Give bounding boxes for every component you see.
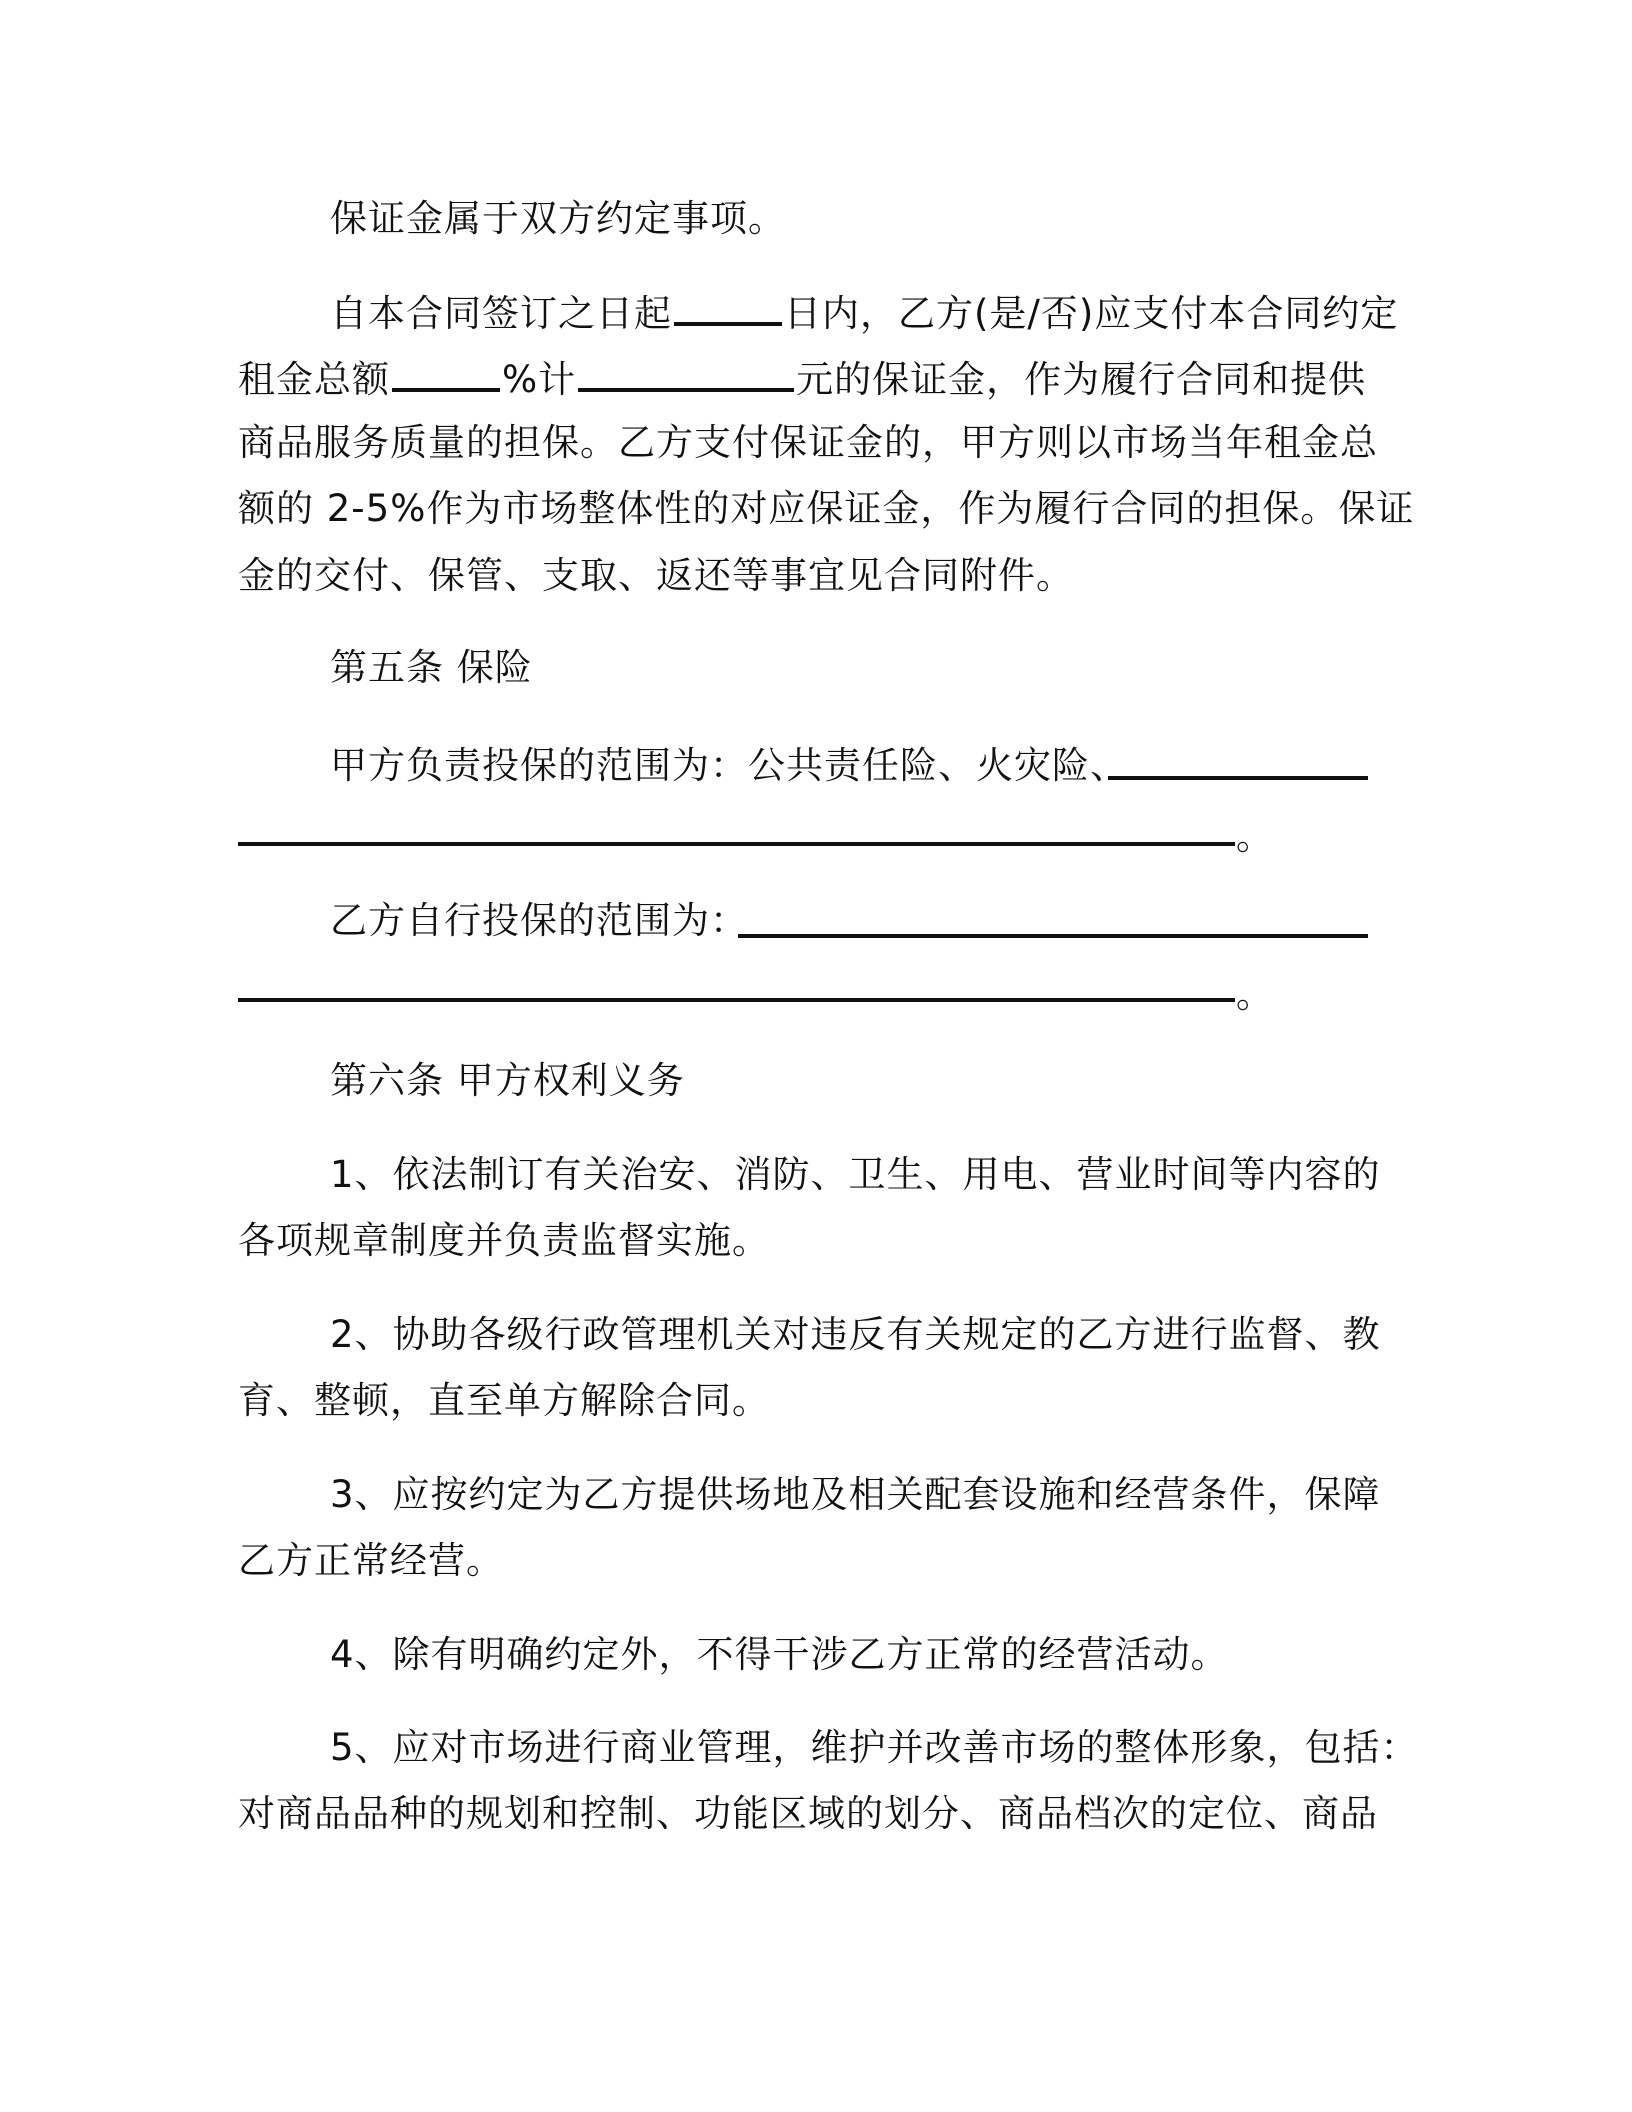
- article-5-heading: 第五条 保险: [330, 646, 533, 689]
- item-3-line-2: 乙方正常经营。: [238, 1539, 504, 1582]
- item-5-line-2: 对商品品种的规划和控制、功能区域的划分、商品档次的定位、商品: [238, 1792, 1378, 1835]
- party-a-insurance-scope: 甲方负责投保的范围为：公共责任险、火灾险、: [330, 744, 1128, 787]
- paragraph-deposit-line-5: 金的交付、保管、支取、返还等事宜见合同附件。: [238, 554, 1074, 597]
- fill-in-blank-amount[interactable]: [578, 352, 794, 392]
- paragraph-deposit-line-4: 额的 2-5%作为市场整体性的对应保证金，作为履行合同的担保。保证: [238, 487, 1415, 530]
- paragraph-deposit-agreement: 保证金属于双方约定事项。: [330, 197, 786, 240]
- paragraph-deposit-line-3: 商品服务质量的担保。乙方支付保证金的，甲方则以市场当年租金总: [238, 421, 1378, 464]
- paragraph-deposit-line-2: [238, 352, 1366, 402]
- fill-in-line-party-b-1[interactable]: [738, 934, 1368, 938]
- text-segment: %计: [502, 358, 577, 401]
- text-segment: 自本合同签订之日起: [330, 292, 672, 335]
- fill-in-line-party-a-2[interactable]: [238, 842, 1235, 846]
- text-segment: 租金总额: [238, 358, 390, 401]
- item-1-line-2: 各项规章制度并负责监督实施。: [238, 1219, 770, 1262]
- text-segment: 元的保证金，作为履行合同和提供: [796, 358, 1367, 401]
- fill-in-blank-days[interactable]: [674, 286, 782, 326]
- item-2-line-1: 2、协助各级行政管理机关对违反有关规定的乙方进行监督、教: [330, 1313, 1381, 1356]
- fill-in-line-party-a-1[interactable]: [1108, 776, 1368, 780]
- item-4: 4、除有明确约定外，不得干涉乙方正常的经营活动。: [330, 1633, 1229, 1676]
- item-5-line-1: 5、应对市场进行商业管理，维护并改善市场的整体形象，包括：: [330, 1726, 1419, 1769]
- paragraph-deposit-line-1: [330, 286, 1398, 336]
- item-3-line-1: 3、应按约定为乙方提供场地及相关配套设施和经营条件，保障: [330, 1473, 1381, 1516]
- party-b-insurance-scope: 乙方自行投保的范围为：: [330, 899, 748, 942]
- fill-in-line-party-b-2[interactable]: [238, 998, 1235, 1002]
- fill-in-blank-percent[interactable]: [392, 352, 500, 392]
- sentence-end-mark: 。: [1236, 815, 1274, 858]
- text-segment: 日内，乙方(是/否)应支付本合同约定: [784, 292, 1399, 335]
- article-6-heading: 第六条 甲方权利义务: [330, 1059, 685, 1102]
- item-1-line-1: 1、依法制订有关治安、消防、卫生、用电、营业时间等内容的: [330, 1153, 1381, 1196]
- sentence-end-mark: 。: [1236, 973, 1274, 1016]
- item-2-line-2: 育、整顿，直至单方解除合同。: [238, 1379, 770, 1422]
